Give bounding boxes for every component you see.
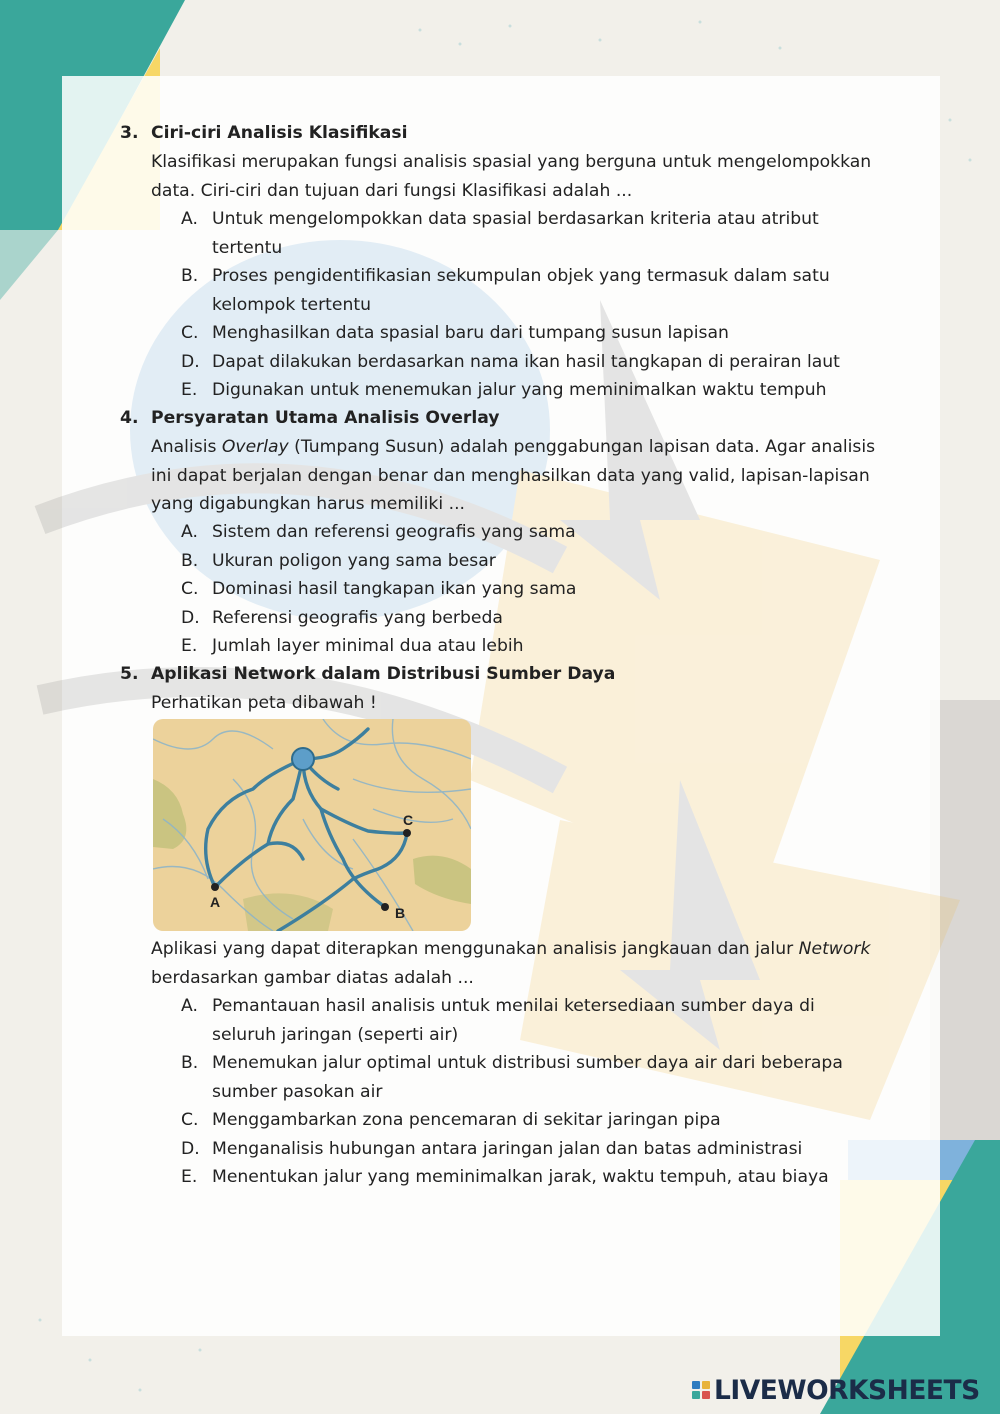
question-intro: Klasifikasi merupakan fungsi analisis spasial yang berguna untuk mengelompokkan data. Ciri-ciri dan tujuan dari fungsi Klasifikasi adalah ...: [151, 152, 872, 201]
question-number: 4.: [120, 408, 139, 428]
network-map: [153, 719, 471, 931]
option-d[interactable]: D. Referensi geografis yang berbeda: [181, 607, 503, 628]
option-list: [181, 205, 881, 405]
option-d[interactable]: D. Dapat dilakukan berdasarkan nama ikan hasil tangkapan di perairan laut: [181, 351, 840, 372]
map-label-a: A: [210, 894, 221, 910]
liveworksheets-brand[interactable]: [692, 1374, 980, 1406]
question-title: Ciri-ciri Analisis Klasifikasi: [151, 123, 408, 143]
option-d[interactable]: D. Menganalisis hubungan antara jaringan jalan dan batas administrasi: [181, 1138, 803, 1159]
question-intro: Analisis Overlay (Tumpang Susun) adalah penggabungan lapisan data. Agar analisis ini dapat berjalan dengan benar dan menghasilkan data yang valid, lapisan-lapisan yang digabungkan harus memiliki ...: [151, 437, 876, 514]
option-b[interactable]: B. Proses pengidentifikasian sekumpulan objek yang termasuk dalam satu kelompok tertentu: [181, 266, 830, 315]
option-a[interactable]: A. Untuk mengelompokkan data spasial berdasarkan kriteria atau atribut tertentu: [181, 209, 819, 258]
option-list: [181, 992, 881, 1192]
option-a[interactable]: A. Pemantauan hasil analisis untuk menilai ketersediaan sumber daya di seluruh jaringan (seperti air): [181, 996, 815, 1045]
option-c[interactable]: C. Dominasi hasil tangkapan ikan yang sama: [181, 579, 577, 599]
liveworksheets-logo-icon: [692, 1381, 710, 1399]
water-source-node: [292, 748, 314, 770]
brand-text: LIVEWORKSHEETS: [714, 1374, 980, 1406]
option-c[interactable]: C. Menghasilkan data spasial baru dari tumpang susun lapisan: [181, 323, 729, 343]
question-title: Aplikasi Network dalam Distribusi Sumber Daya: [151, 664, 616, 684]
option-a[interactable]: A. Sistem dan referensi geografis yang sama: [181, 522, 576, 542]
option-b[interactable]: B. Ukuran poligon yang sama besar: [181, 550, 496, 571]
question-title: Persyaratan Utama Analisis Overlay: [151, 408, 500, 428]
option-b[interactable]: B. Menemukan jalur optimal untuk distribusi sumber daya air dari beberapa sumber pasokan air: [181, 1053, 843, 1102]
question-number: 3.: [120, 123, 139, 143]
option-e[interactable]: E. Digunakan untuk menemukan jalur yang meminimalkan waktu tempuh: [181, 380, 827, 400]
network-map-image: [153, 719, 471, 931]
question-intro: Perhatikan peta dibawah !: [151, 693, 377, 713]
option-list: [181, 518, 881, 661]
question-number: 5.: [120, 664, 139, 684]
question-prompt: Aplikasi yang dapat diterapkan menggunakan analisis jangkauan dan jalur Network berdasarkan gambar diatas adalah ...: [151, 939, 871, 988]
option-c[interactable]: C. Menggambarkan zona pencemaran di sekitar jaringan pipa: [181, 1110, 721, 1130]
option-e[interactable]: E. Menentukan jalur yang meminimalkan jarak, waktu tempuh, atau biaya: [181, 1167, 829, 1187]
option-e[interactable]: E. Jumlah layer minimal dua atau lebih: [181, 636, 524, 656]
map-label-b: B: [395, 905, 406, 921]
map-label-c: C: [403, 812, 414, 828]
